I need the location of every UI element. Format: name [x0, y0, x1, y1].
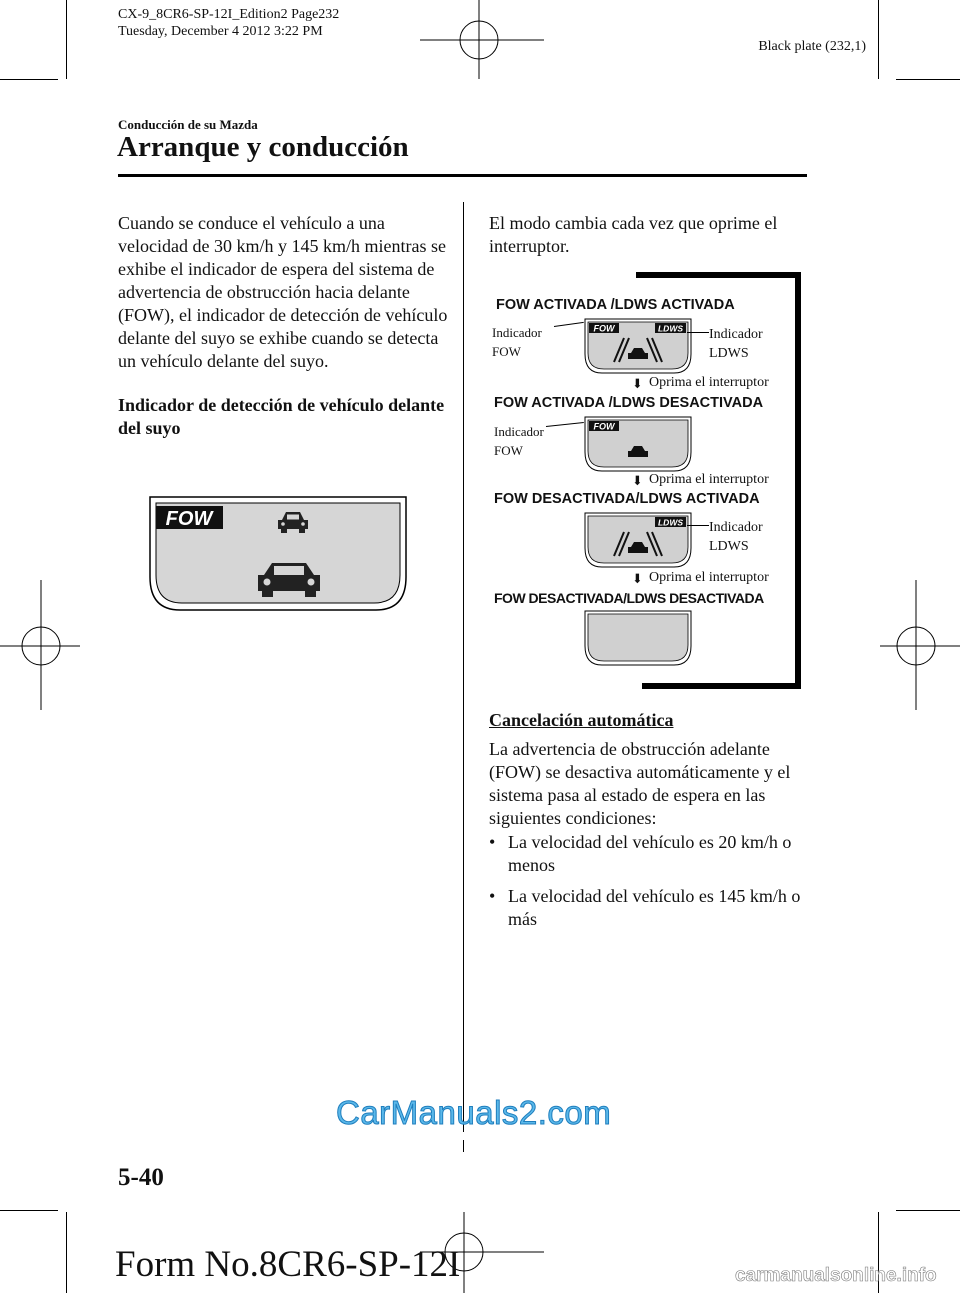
watermark-logo: CarManuals2.com [336, 1094, 612, 1131]
state-3-label: FOW DESACTIVADA/LDWS ACTIVADA [494, 491, 760, 507]
print-header [118, 6, 339, 40]
page-number: 5-40 [118, 1164, 164, 1191]
fow-indicator-figure [148, 495, 408, 615]
right-intro: El modo cambia cada vez que oprime el interruptor. [489, 213, 778, 256]
cancel-heading: Cancelación automática [489, 710, 674, 730]
arrow-1-icon: ⬇ [632, 376, 643, 391]
registration-mark-right [880, 580, 960, 710]
svg-text:FOW: FOW [593, 421, 615, 432]
registration-mark-top [420, 0, 544, 80]
state-1-screen [584, 318, 692, 374]
svg-text:FOW: FOW [593, 323, 615, 334]
state-1-right-callout: Indicador LDWS [709, 327, 763, 361]
list-item-text: La velocidad del vehículo es 145 km/h o más [508, 886, 801, 929]
state-2-label: FOW ACTIVADA /LDWS DESACTIVADA [494, 395, 764, 411]
state-3-ldws-leader [687, 525, 709, 526]
arrow-3-icon: ⬇ [632, 571, 643, 586]
press-label-2: Oprima el interruptor [649, 472, 769, 487]
section-label: Conducción de su Mazda [118, 117, 258, 132]
state-1-label: FOW ACTIVADA /LDWS ACTIVADA [496, 297, 735, 313]
page-title: Arranque y conducción [117, 131, 409, 163]
state-1-fow-badge [589, 323, 619, 334]
mode-diagram [480, 272, 802, 692]
left-paragraph: Cuando se conduce el vehículo a una velocidad de 30 km/h y 145 km/h mientras se exhibe el indicador de espera del sistema de advertencia de obstrucción hacia delante (FOW), el indicador de detección de vehículo delante del suyo se exhibe cuando se detecta un vehículo delante del suyo. [118, 213, 448, 371]
svg-text:LDWS: LDWS [657, 323, 684, 334]
date-line: Tuesday, December 4 2012 3:22 PM [118, 24, 323, 39]
title-rule [118, 174, 807, 177]
state-2-fow-badge [589, 421, 619, 432]
press-label-3: Oprima el interruptor [649, 570, 769, 585]
file-line: CX-9_8CR6-SP-12I_Edition2 Page232 [118, 7, 340, 22]
state-1-ldws-leader [687, 332, 709, 333]
bullet-icon: • [489, 886, 496, 906]
state-2-screen [584, 416, 692, 472]
plate-label: Black plate (232,1) [758, 39, 866, 54]
list-item [489, 831, 813, 877]
fow-badge [156, 506, 223, 530]
column-divider [463, 202, 464, 1132]
state-1-left-callout: Indicador FOW [492, 325, 542, 359]
form-number: Form No.8CR6-SP-12I [115, 1244, 461, 1285]
press-label-1: Oprima el interruptor [649, 375, 769, 390]
svg-text:LDWS: LDWS [657, 517, 684, 528]
arrow-2-icon: ⬇ [632, 473, 643, 488]
bullet-icon: • [489, 832, 496, 852]
state-3-ldws-badge [655, 517, 686, 528]
state-3-right-callout: Indicador LDWS [709, 520, 763, 554]
svg-text:FOW: FOW [165, 508, 213, 530]
list-item-text: La velocidad del vehículo es 20 km/h o menos [508, 832, 792, 875]
state-2-left-callout: Indicador FOW [494, 424, 544, 458]
cancel-paragraph: La advertencia de obstrucción adelante (FOW) se desactiva automáticamente y el sistema pasa al estado de espera en las siguientes condiciones: [489, 739, 791, 828]
state-4-screen [584, 610, 692, 666]
footer-site-watermark: carmanualsonline.info [735, 1265, 937, 1286]
left-subheading: Indicador de detección de vehículo delante del suyo [118, 395, 445, 438]
state-3-screen [584, 512, 692, 568]
list-item [489, 885, 813, 931]
registration-mark-left [0, 580, 80, 710]
state-4-label: FOW DESACTIVADA/LDWS DESACTIVADA [494, 590, 764, 606]
condition-list [489, 831, 813, 931]
state-1-ldws-badge [655, 323, 686, 334]
